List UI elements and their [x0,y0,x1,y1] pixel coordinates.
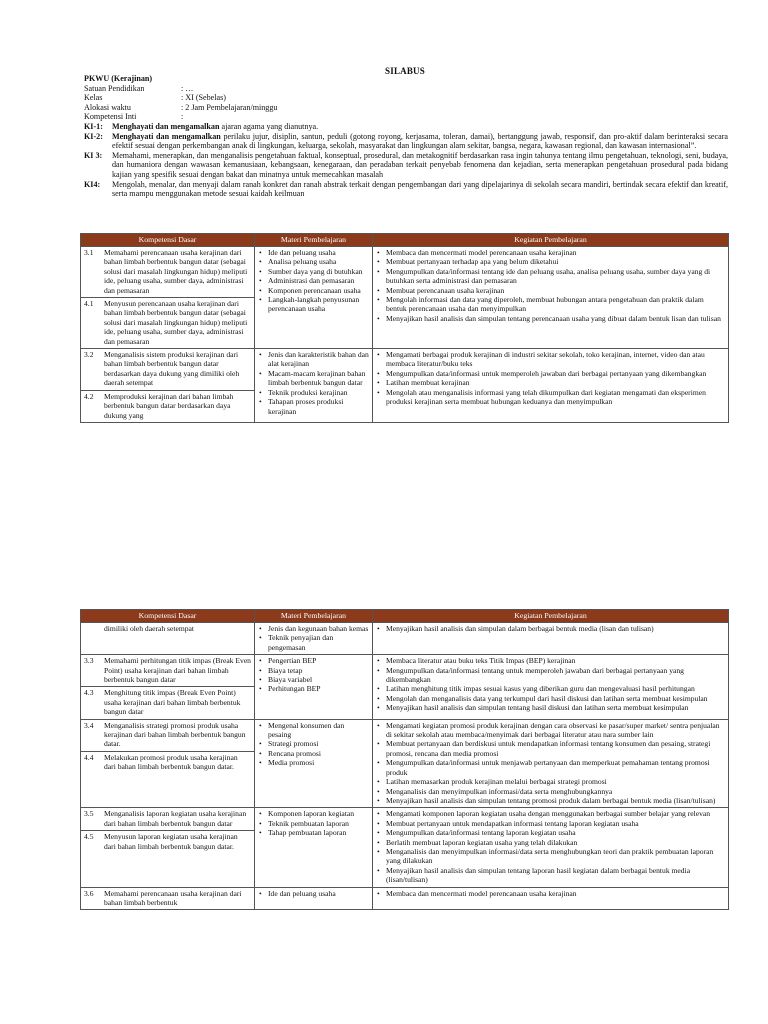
kegiatan-item: • Menganalisis dan menyimpulkan informasi/data serta menghubungkannya [376,787,725,796]
kd-item [84,656,251,684]
kegiatan-list [376,721,725,806]
kompetensi-dasar-cell [81,247,255,349]
kegiatan-item: • Menyajikan hasil analisis dan simpulan tentang laporan hasil kegiatan dalam berbagai bentuk media (lisan/tulisan) [376,866,725,885]
meta-label: Kelas [84,93,103,103]
document-header [84,74,728,199]
header-kegiatan-pembelajaran: Kegiatan Pembelajaran [373,234,729,247]
kd-item [84,350,251,388]
kegiatan-item: • Mengumpulkan data/informasi tentang laporan kegiatan usaha [376,828,725,837]
materi-item: • Sumber daya yang di butuhkan [258,267,369,276]
materi-item: • Biaya variabel [258,675,369,684]
kegiatan-list [376,809,725,884]
meta-label: Kompetensi Inti [84,112,137,122]
materi-item: • Perhitungan BEP [258,684,369,693]
kegiatan-item: • Mengumpulkan data/informasi untuk menjawab pertanyaan dan memperkuat pemahaman tentang promosi produk [376,758,725,777]
kd-divider [81,297,254,298]
kegiatan-item: • Membaca literatur atau buku teks Titik Impas (BEP) kerajinan [376,656,725,665]
table-row [81,808,729,887]
table-header-row [81,610,729,623]
kegiatan-item: • Mengumpulkan data/informasi tentang ide dan peluang usaha, analisa peluang usaha, sumber daya yang di butuhkan serta administrasi dan pemasaran [376,267,725,286]
materi-list [258,624,369,652]
ki-code: KI 3: [84,150,103,160]
meta-row [84,112,728,122]
kd-text: dimiliki oleh daerah setempat [104,624,195,633]
materi-item: • Strategi promosi [258,739,369,748]
ki-text [112,180,728,199]
kd-text: Memahami perencanaan usaha kerajinan dari bahan limbah berbentuk [104,888,242,907]
ki-row [84,151,728,180]
kd-number: 3.1 [84,248,94,257]
ki-row [84,180,728,199]
kd-number: 3.4 [84,720,94,730]
table-header-row [81,234,729,247]
kd-item [84,299,251,346]
materi-cell [255,719,373,808]
kegiatan-list [376,889,725,898]
ki-body: ajaran agama yang dianutnya. [219,121,319,131]
kegiatan-cell [373,655,729,719]
ki-code: KI-2: [84,131,103,141]
kd-text: Menganalisis strategi promosi produk usaha kerajinan dari bahan limbah berbentuk bangun datar. [104,720,246,749]
materi-item: • Tahap pembuatan laporan [258,828,369,837]
kd-number: 3.2 [84,350,94,360]
table-row [81,623,729,655]
meta-list [84,84,728,122]
header-kompetensi-dasar: Kompetensi Dasar [81,610,255,623]
materi-cell [255,623,373,655]
kegiatan-list [376,350,725,406]
ki-emphasis: Menghayati dan mengamalkan [112,121,220,131]
kegiatan-cell [373,719,729,808]
kegiatan-item: • Mengamati berbagai produk kerajinan di industri sekitar sekolah, toko kerajinan, internet, video dan atau membaca literatur/buku teks [376,350,725,369]
meta-row [84,93,728,103]
materi-item: • Mengenal konsumen dan pesaing [258,721,369,740]
kegiatan-item: • Berlatih membuat laporan kegiatan usaha yang telah dilakukan [376,838,725,847]
table-row [81,655,729,719]
kd-number: 4.5 [84,832,94,842]
kegiatan-item: • Mengumpulkan data/informasi tentang untuk memperoleh jawaban dari berbagai pertanyaan yang dikembangkan [376,666,725,685]
kegiatan-item: • Mengolah atau menganalisis informasi yang telah dikumpulkan dari kegiatan mengamati dan eksperimen produksi kerajinan serta membuat hubungan keduanya dan menyimpulkan [376,388,725,407]
kd-number: 4.2 [84,391,94,401]
kompetensi-inti-list [84,122,728,199]
table-row [81,349,729,423]
kegiatan-list [376,624,725,633]
materi-item: • Analisa peluang usaha [258,257,369,266]
materi-list [258,350,369,416]
materi-item: • Ide dan peluang usaha [258,248,369,257]
kd-number: 4.3 [84,688,94,698]
kegiatan-item: • Membaca dan mencermati model perencanaan usaha kerajinan [376,889,725,898]
kd-text: Melakukan promosi produk usaha kerajinan dari bahan limbah berbentuk bangun datar. [104,752,238,772]
meta-value: : … [181,83,194,93]
syllabus-table-1 [80,233,729,423]
subject-heading: PKWU (Kerajinan) [84,74,153,83]
materi-item: • Macam-macam kerajinan bahan limbah berbentuk bangun datar [258,369,369,388]
meta-value: : [181,112,184,122]
ki-emphasis: Menghayati dan mengamalkan [112,131,221,141]
materi-cell [255,887,373,910]
kd-divider [81,751,254,752]
syllabus-table-2 [80,609,729,910]
kegiatan-item: • Mengamati kegiatan promosi produk kerajinan dengan cara observasi ke pasar/super market/ sentra penjualan di sekitar sekolah atau membaca/menyimak dari berbagai literatur atau nara sumber lain [376,721,725,740]
kd-number [84,624,104,633]
kd-number: 4.1 [84,299,94,309]
kegiatan-item: • Latihan membuat kerajinan [376,378,725,387]
kd-number: 3.6 [84,888,94,898]
kegiatan-list [376,656,725,712]
kompetensi-dasar-cell [81,623,255,655]
materi-item: • Teknik penyajian dan pengemasan [258,633,369,652]
table-row [81,247,729,349]
kegiatan-item: • Membuat pertanyaan untuk mendapatkan informasi tentang laporan kegiatan usaha [376,819,725,828]
kd-item [84,889,251,908]
meta-label: Satuan Pendidikan [84,83,145,93]
materi-item: • Teknik pembuatan laporan [258,819,369,828]
header-kompetensi-dasar: Kompetensi Dasar [81,234,255,247]
kd-text: Menghitung titik impas (Break Even Point) usaha kerajinan dari bahan limbah berbentuk bangun datar [104,688,241,717]
document-title: SILABUS [385,66,425,76]
kd-text: Memproduksi kerajinan dari bahan limbah berbentuk bangun datar berdasarkan daya dukung yang [104,391,234,420]
kd-text: Menganalisis laporan kegiatan usaha kerajinan dari bahan limbah berbentuk bangun datar [104,809,247,828]
materi-item: • Pengertian BEP [258,656,369,665]
materi-item: • Biaya tetap [258,666,369,675]
kd-number: 3.5 [84,809,94,819]
materi-item: • Tahapan proses produksi kerajinan [258,397,369,416]
header-materi-pembelajaran: Materi Pembelajaran [255,234,373,247]
ki-text [112,151,728,180]
kompetensi-dasar-cell [81,655,255,719]
kegiatan-item: • Latihan menghitung titik impas sesuai kasus yang diberikan guru dan mengevaluasi hasil perhitungan [376,684,725,693]
materi-cell [255,808,373,887]
ki-text [112,122,728,132]
kd-item [84,248,251,295]
kegiatan-item: • Mengumpulkan data/informasi untuk memperoleh jawaban dari berbagai pertanyaan yang dikembangkan [376,369,725,378]
ki-code: KI-1: [84,121,103,131]
kd-item [84,688,251,716]
kd-item [84,392,251,420]
kompetensi-dasar-cell [81,808,255,887]
kegiatan-item: • Menyajikan hasil analisis dan simpulan dalam berbagai bentuk media (lisan dan tulisan) [376,624,725,633]
meta-row [84,103,728,113]
kd-item [84,809,251,828]
kd-number: 4.4 [84,752,94,762]
kd-text: Menganalisis sistem produksi kerajinan dari bahan limbah berbentuk bangun datar berdasarkan daya dukung yang dimiliki oleh daerah setempat [104,350,240,388]
kegiatan-item: • Menyajikan hasil analisis dan simpulan tentang promosi produk dalam berbagai bentuk media (lisan/tulisan) [376,796,725,805]
kd-item [84,753,251,772]
kegiatan-item: • Mengolah informasi dan data yang diperoleh, membuat hubungan antara pengetahuan dan praktik dalam bentuk perencanaan usaha dan menyimpulkan [376,295,725,314]
meta-value: : 2 Jam Pembelajaran/minggu [181,102,278,112]
kegiatan-item: • Menyajikan hasil analisis dan simpulan tentang hasil diskusi dan latihan serta membuat kesimpulan [376,703,725,712]
kegiatan-item: • Latihan memasarkan produk kerajinan melalui berbagai strategi promosi [376,777,725,786]
kd-item [84,721,251,749]
ki-body: Mengolah, menalar, dan menyaji dalam ranah konkret dan ranah abstrak terkait dengan pengembangan dari yang dipelajarinya di sekolah secara mandiri, bertindak secara efektif dan kreatif, serta mampu menggunakan metode sesuai kaidah keilmuan [112,179,728,199]
kd-text: Memahami perhitungan titik impas (Break Even Point) usaha kerajinan dari bahan limbah berbentuk bangun datar [104,656,251,685]
kd-text: Memahami perencanaan usaha kerajinan dari bahan limbah berbentuk bangun datar (sebagai solusi dari masalah lingkungan hidup) meliputi ide, peluang usaha, sumber daya, administrasi dan pemasaran [104,248,248,295]
kegiatan-item: • Membuat perencanaan usaha kerajinan [376,286,725,295]
materi-cell [255,349,373,423]
kompetensi-dasar-cell [81,887,255,910]
materi-item: • Jenis dan kegunaan bahan kemas [258,624,369,633]
materi-item: • Langkah-langkah penyusunan perencanaan usaha [258,295,369,314]
table-row [81,719,729,808]
kegiatan-cell [373,887,729,910]
materi-cell [255,655,373,719]
kegiatan-item: • Mengamati komponen laporan kegiatan usaha dengan menggunakan berbagai sumber belajar yang relevan [376,809,725,818]
header-kegiatan-pembelajaran: Kegiatan Pembelajaran [373,610,729,623]
materi-item: • Jenis dan karakteristik bahan dan alat kerajinan [258,350,369,369]
kegiatan-cell [373,247,729,349]
meta-value: : XI (Sebelas) [181,93,226,103]
materi-item: • Teknik produksi kerajinan [258,388,369,397]
kompetensi-dasar-cell [81,349,255,423]
materi-item: • Rencana promosi [258,749,369,758]
kegiatan-cell [373,349,729,423]
kd-text: Menyusun perencanaan usaha kerajinan dari bahan limbah berbentuk bangun datar (sebagai solusi dari masalah lingkungan hidup) meliputi ide, peluang usaha, sumber daya, administrasi dan pemasaran [104,299,248,346]
materi-list [258,721,369,768]
materi-item: • Administrasi dan pemasaran [258,276,369,285]
materi-item: • Komponen laporan kegiatan [258,809,369,818]
kd-item [84,624,251,633]
materi-list [258,809,369,837]
kegiatan-cell [373,808,729,887]
kegiatan-item: • Menganalisis dan menyimpulkan informasi/data serta menghubungkan teori dan praktik pembuatan laporan yang dilakukan [376,847,725,866]
ki-body: perilaku jujur, disiplin, santun, peduli (gotong royong, kerjasama, toleran, damai), bertanggung jawab, responsif, dan pro-aktif dalam berinteraksi secara efektif sesuai dengan perkembangan anak di lingkungan, keluarga, sekolah, masyarakat dan lingkungan alam sekitar, bangsa, negara, kawasan regional, dan kawasan internasional”. [112,131,728,151]
ki-body: Memahami, menerapkan, dan menganalisis pengetahuan faktual, konseptual, prosedural, dan metakognitif berdasarkan rasa ingin tahunya tentang ilmu pengetahuan, teknologi, seni, budaya, dan humaniora dengan wawasan kemanusiaan, kebangsaan, kenegaraan, dan peradaban terkait penyebab fenomena dan kejadian, serta menerapkan pengetahuan prosedural pada bidang kajian yang spesifik sesuai dengan bakat dan minatnya untuk memecahkan masalah [112,150,728,179]
kegiatan-list [376,248,725,323]
materi-cell [255,247,373,349]
kegiatan-item: • Membaca dan mencermati model perencanaan usaha kerajinan [376,248,725,257]
ki-text [112,132,728,151]
kd-divider [81,830,254,831]
materi-item: • Media promosi [258,758,369,767]
kd-text: Menyusun laporan kegiatan usaha kerajinan dari bahan limbah berbentuk bangun datar. [104,832,238,851]
materi-item: • Komponen perencanaan usaha [258,286,369,295]
kd-divider [81,686,254,687]
kompetensi-dasar-cell [81,719,255,808]
table-row [81,887,729,910]
meta-row [84,84,728,94]
materi-list [258,248,369,314]
ki-code: KI4: [84,179,101,189]
kegiatan-item: • Menyajikan hasil analisis dan simpulan tentang perencanaan usaha yang dibuat dalam bentuk lisan dan tulisan [376,314,725,323]
kegiatan-cell [373,623,729,655]
kd-item [84,832,251,851]
meta-label: Alokasi waktu [84,102,131,112]
materi-list [258,656,369,694]
materi-list [258,889,369,898]
header-materi-pembelajaran: Materi Pembelajaran [255,610,373,623]
materi-item: • Ide dan peluang usaha [258,889,369,898]
ki-row [84,122,728,132]
ki-row [84,132,728,151]
kegiatan-item: • Membuat pertanyaan terhadap apa yang belum diketahui [376,257,725,266]
kd-number: 3.3 [84,656,94,666]
kd-divider [81,390,254,391]
kegiatan-item: • Membuat pertanyaan dan berdiskusi untuk mendapatkan informasi tentang konsumen dan pesaing, strategi promosi, rencana dan media promosi [376,739,725,758]
kegiatan-item: • Mengolah dan menganalisis data yang terkumpul dari hasil diskusi dan latihan serta membuat kesimpulan [376,694,725,703]
